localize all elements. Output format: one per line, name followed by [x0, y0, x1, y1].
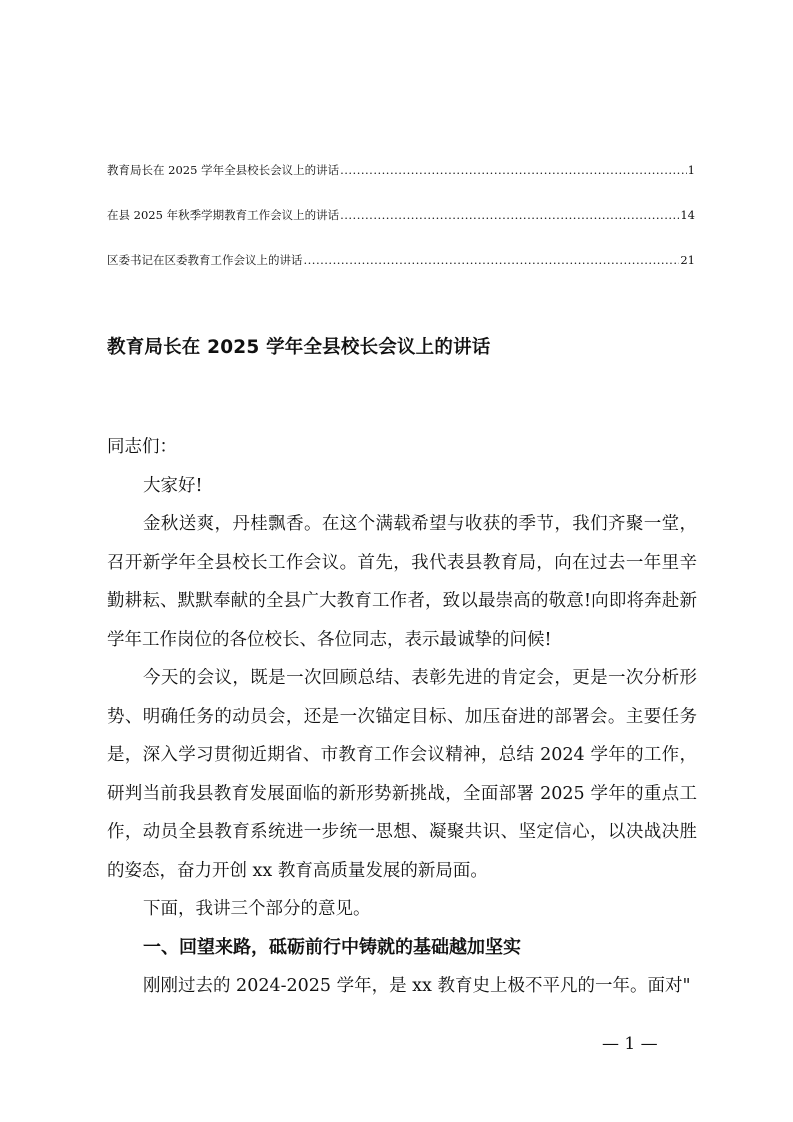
document-body	[107, 428, 697, 1006]
paragraph: 金秋送爽，丹桂飘香。在这个满载希望与收获的季节，我们齐聚一堂，召开新学年全县校长工作会议。首先，我代表县教育局，向在过去一年里辛勤耕耘、默默奉献的全县广大教育工作者，致以最崇高的敬意!向即将奔赴新学年工作岗位的各位校长、各位同志，表示最诚挚的问候!	[107, 514, 697, 650]
toc-entry[interactable]	[107, 207, 695, 223]
paragraph: 下面，我讲三个部分的意见。	[143, 899, 371, 919]
toc-entry-title: 在县 2025 年秋季学期教育工作会议上的讲话	[107, 208, 340, 222]
paragraph: 今天的会议，既是一次回顾总结、表彰先进的肯定会，更是一次分析形势、明确任务的动员会，还是一次锚定目标、加压奋进的部署会。主要任务是，深入学习贯彻近期省、市教育工作会议精神，总结 2024 学年的工作，研判当前我县教育发展面临的新形势新挑战，全面部署 2025 学年的重点工作，动员全县教育系统进一步统一思想、凝聚共识、坚定信心，以决战决胜的姿态，奋力开创 xx 教育高质量发展的新局面。	[107, 668, 697, 881]
toc-entry-title: 教育局长在 2025 学年全县校长会议上的讲话	[107, 163, 340, 177]
toc-leader-dots	[340, 208, 679, 222]
document-title: 教育局长在 2025 学年全县校长会议上的讲话	[107, 337, 491, 358]
section-heading: 一、回望来路，砥砺前行中铸就的基础越加坚实	[143, 936, 521, 958]
table-of-contents	[107, 162, 695, 297]
page-number: — 1 —	[602, 1034, 658, 1054]
paragraph: 刚刚过去的 2024-2025 学年，是 xx 教育史上极不平凡的一年。面对"	[143, 976, 691, 996]
paragraph: 大家好!	[143, 475, 203, 496]
toc-entry[interactable]	[107, 252, 695, 268]
toc-leader-dots	[304, 253, 680, 267]
toc-entry-page: 1	[687, 163, 695, 177]
toc-entry-page: 14	[680, 208, 695, 222]
toc-entry[interactable]	[107, 162, 695, 178]
salutation: 同志们：	[107, 437, 177, 457]
toc-entry-title: 区委书记在区委教育工作会议上的讲话	[107, 253, 303, 267]
toc-entry-page: 21	[680, 253, 695, 267]
toc-leader-dots	[340, 163, 687, 177]
